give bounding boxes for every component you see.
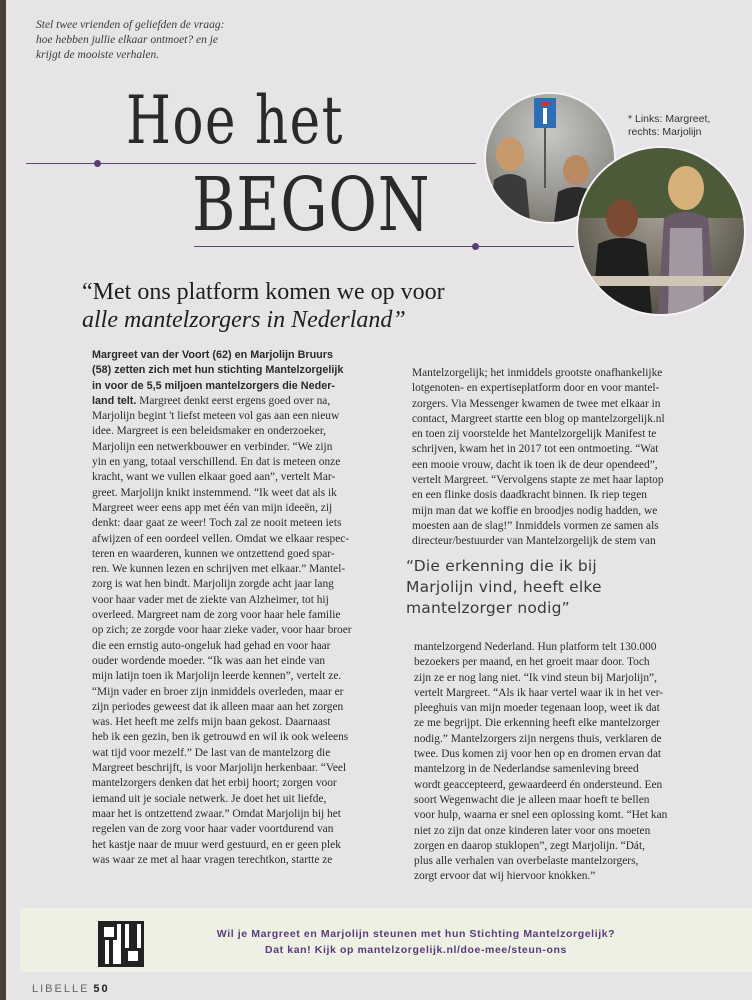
article-column-3: mantelzorgend Nederland. Hun platform telt 130.000 bezoekers per maand, en het groeit maar door. Toch zijn ze er nog lang niet. “Ik vind steun bij Marjolijn”, vertelt Margreet. “Als ik haar vertel waar ik in het ver- pleeghuis van mijn moeder tegenaan loop, weet ik dat ze me begrijpt. Die erkenning heeft elke mantelzorger nodig.” Mantelzorgers zijn nergens thuis, verklaren de twee. Dus komen zij voor hen op en dromen ervan dat mantelzorg in de Nederlandse samenleving breed wordt geaccepteerd, gewaardeerd én ondersteund. Een soort Wegenwacht die je alleen maar hoeft te bellen voor hulp, waarna er snel een oplossing komt. “Het kan niet zo zijn dat onze kinderen later voor ons moeten zorgen en daarop stuklopen”, zegt Marjolijn. “Dát, plus alle verhalen van overbelaste mantelzorgers, zorgt ervoor dat wij hiervoor knokken.” xyxy=(414,641,668,883)
footer-text: Wil je Margreet en Marjolijn steunen met hun Stichting Mantelzorgelijk? Dat kan! Kijk op mantelzorgelijk.nl/doe-mee/steun-ons xyxy=(216,928,616,956)
title-line-1: Hoe het xyxy=(126,82,344,159)
qr-code-icon[interactable] xyxy=(98,921,144,967)
page-folio xyxy=(32,983,110,995)
magazine-page xyxy=(6,0,752,1000)
article-column-2: Mantelzorgelijk; het inmiddels grootste onafhankelijke lotgenoten- en expertiseplatform door en voor mantel- zorgers. Via Messenger kwamen de twee met elkaar in contact, Margreet startte een blog op mantelzorgelijk.nl en toen zij voorstelde het Mantelzorgelijk Manifest te schrijven, kwam het in 2017 tot een ontmoeting. “Wat een mooie vrouw, dacht ik toen ik de deur opendeed”, vertelt Margreet. “Vervolgens stapte ze met haar laptop en een flinke dosis daadkracht binnen. Ik riep tegen mijn man dat we koffie en broodjes nodig hadden, we moesten aan de slag!” Inmiddels vormen ze samen als directeur/bestuurder van Mantelzorgelijk de stem van xyxy=(412,367,665,548)
headline-quote: “Met ons platform komen we op voor alle mantelzorgers in Nederland” xyxy=(82,279,445,333)
photo-large xyxy=(576,146,746,316)
magazine-name: LIBELLE xyxy=(32,983,90,995)
pull-quote: “Die erkenning die ik bij Marjolijn vind, heeft elke mantelzorger nodig” xyxy=(406,557,602,617)
photo-large-illustration xyxy=(578,148,744,314)
page-number: 50 xyxy=(93,983,110,995)
title-rule-dot xyxy=(472,243,479,250)
title-line-2: BEGON xyxy=(192,162,431,248)
intro-text: Stel twee vrienden of geliefden de vraag: hoe hebben jullie elkaar ontmoet? en je krijgt de mooiste verhalen. xyxy=(36,19,225,61)
article-column-1: Margreet van der Voort (62) en Marjolijn Bruurs (58) zetten zich met hun stichting Mantelzorgelijk in voor de 5,5 miljoen mantelzorgers die Neder- land telt. Margreet denkt eerst ergens goed over na, Marjolijn begint 't liefst meteen vol gas aan een nieuw idee. Margreet is een beleidsmaker en onderzoeker, Marjolijn een netwerkbouwer en verbinder. “We zijn yin en yang, totaal verschillend. En dat is meteen onze kracht, want we vullen elkaar goed aan”, vertelt Mar- greet. Marjolijn knikt instemmend. “Ik weet dat als ik Margreet weer eens app met één van mijn ideeën, zij denkt: daar gaat ze weer! Toch zal ze nooit meteen iets afwijzen of een oordeel vellen. Omdat we elkaar respec- teren en waarderen, kunnen we ontzettend goed spar- ren. We kunnen lezen en schrijven met elkaar.” Mantel- zorg is wat hen bindt. Marjolijn zorgde acht jaar lang voor haar vader met de ziekte van Alzheimer, tot hij overleed. Margreet nam de zorg voor haar hele familie op zich; ze zorgde voor haar zieke vader, voor haar broer die een ernstig auto-ongeluk had gehad en voor haar ouder wordende moeder. “Ik was aan het einde van mijn latijn toen ik Marjolijn leerde kennen”, vertelt ze. “Mijn vader en broer zijn inmiddels overleden, maar er zijn periodes geweest dat ik alleen maar aan het zorgen was. Het heeft me zelfs mijn baan gekost. Daarnaast heb ik een gezin, ben ik getrouwd en wil ik ook weleens wat tijd voor mezelf.” De last van de mantelzorg die Margreet beschrijft, is voor Marjolijn herkenbaar. “Veel mantelzorgers denken dat het erbij hoort; zorgen voor iemand uit je sociale netwerk. Je doet het uit liefde, maar het is ontzettend zwaar.” Omdat Marjolijn bij het regelen van de zorg voor haar vader voortdurend van het kastje naar de muur werd gestuurd, en er geen plek was waar ze met al haar vragen terechtkon, startte ze xyxy=(92,349,352,866)
title-rule-dot xyxy=(94,160,101,167)
photo-caption: * Links: Margreet, rechts: Marjolijn xyxy=(628,113,711,138)
